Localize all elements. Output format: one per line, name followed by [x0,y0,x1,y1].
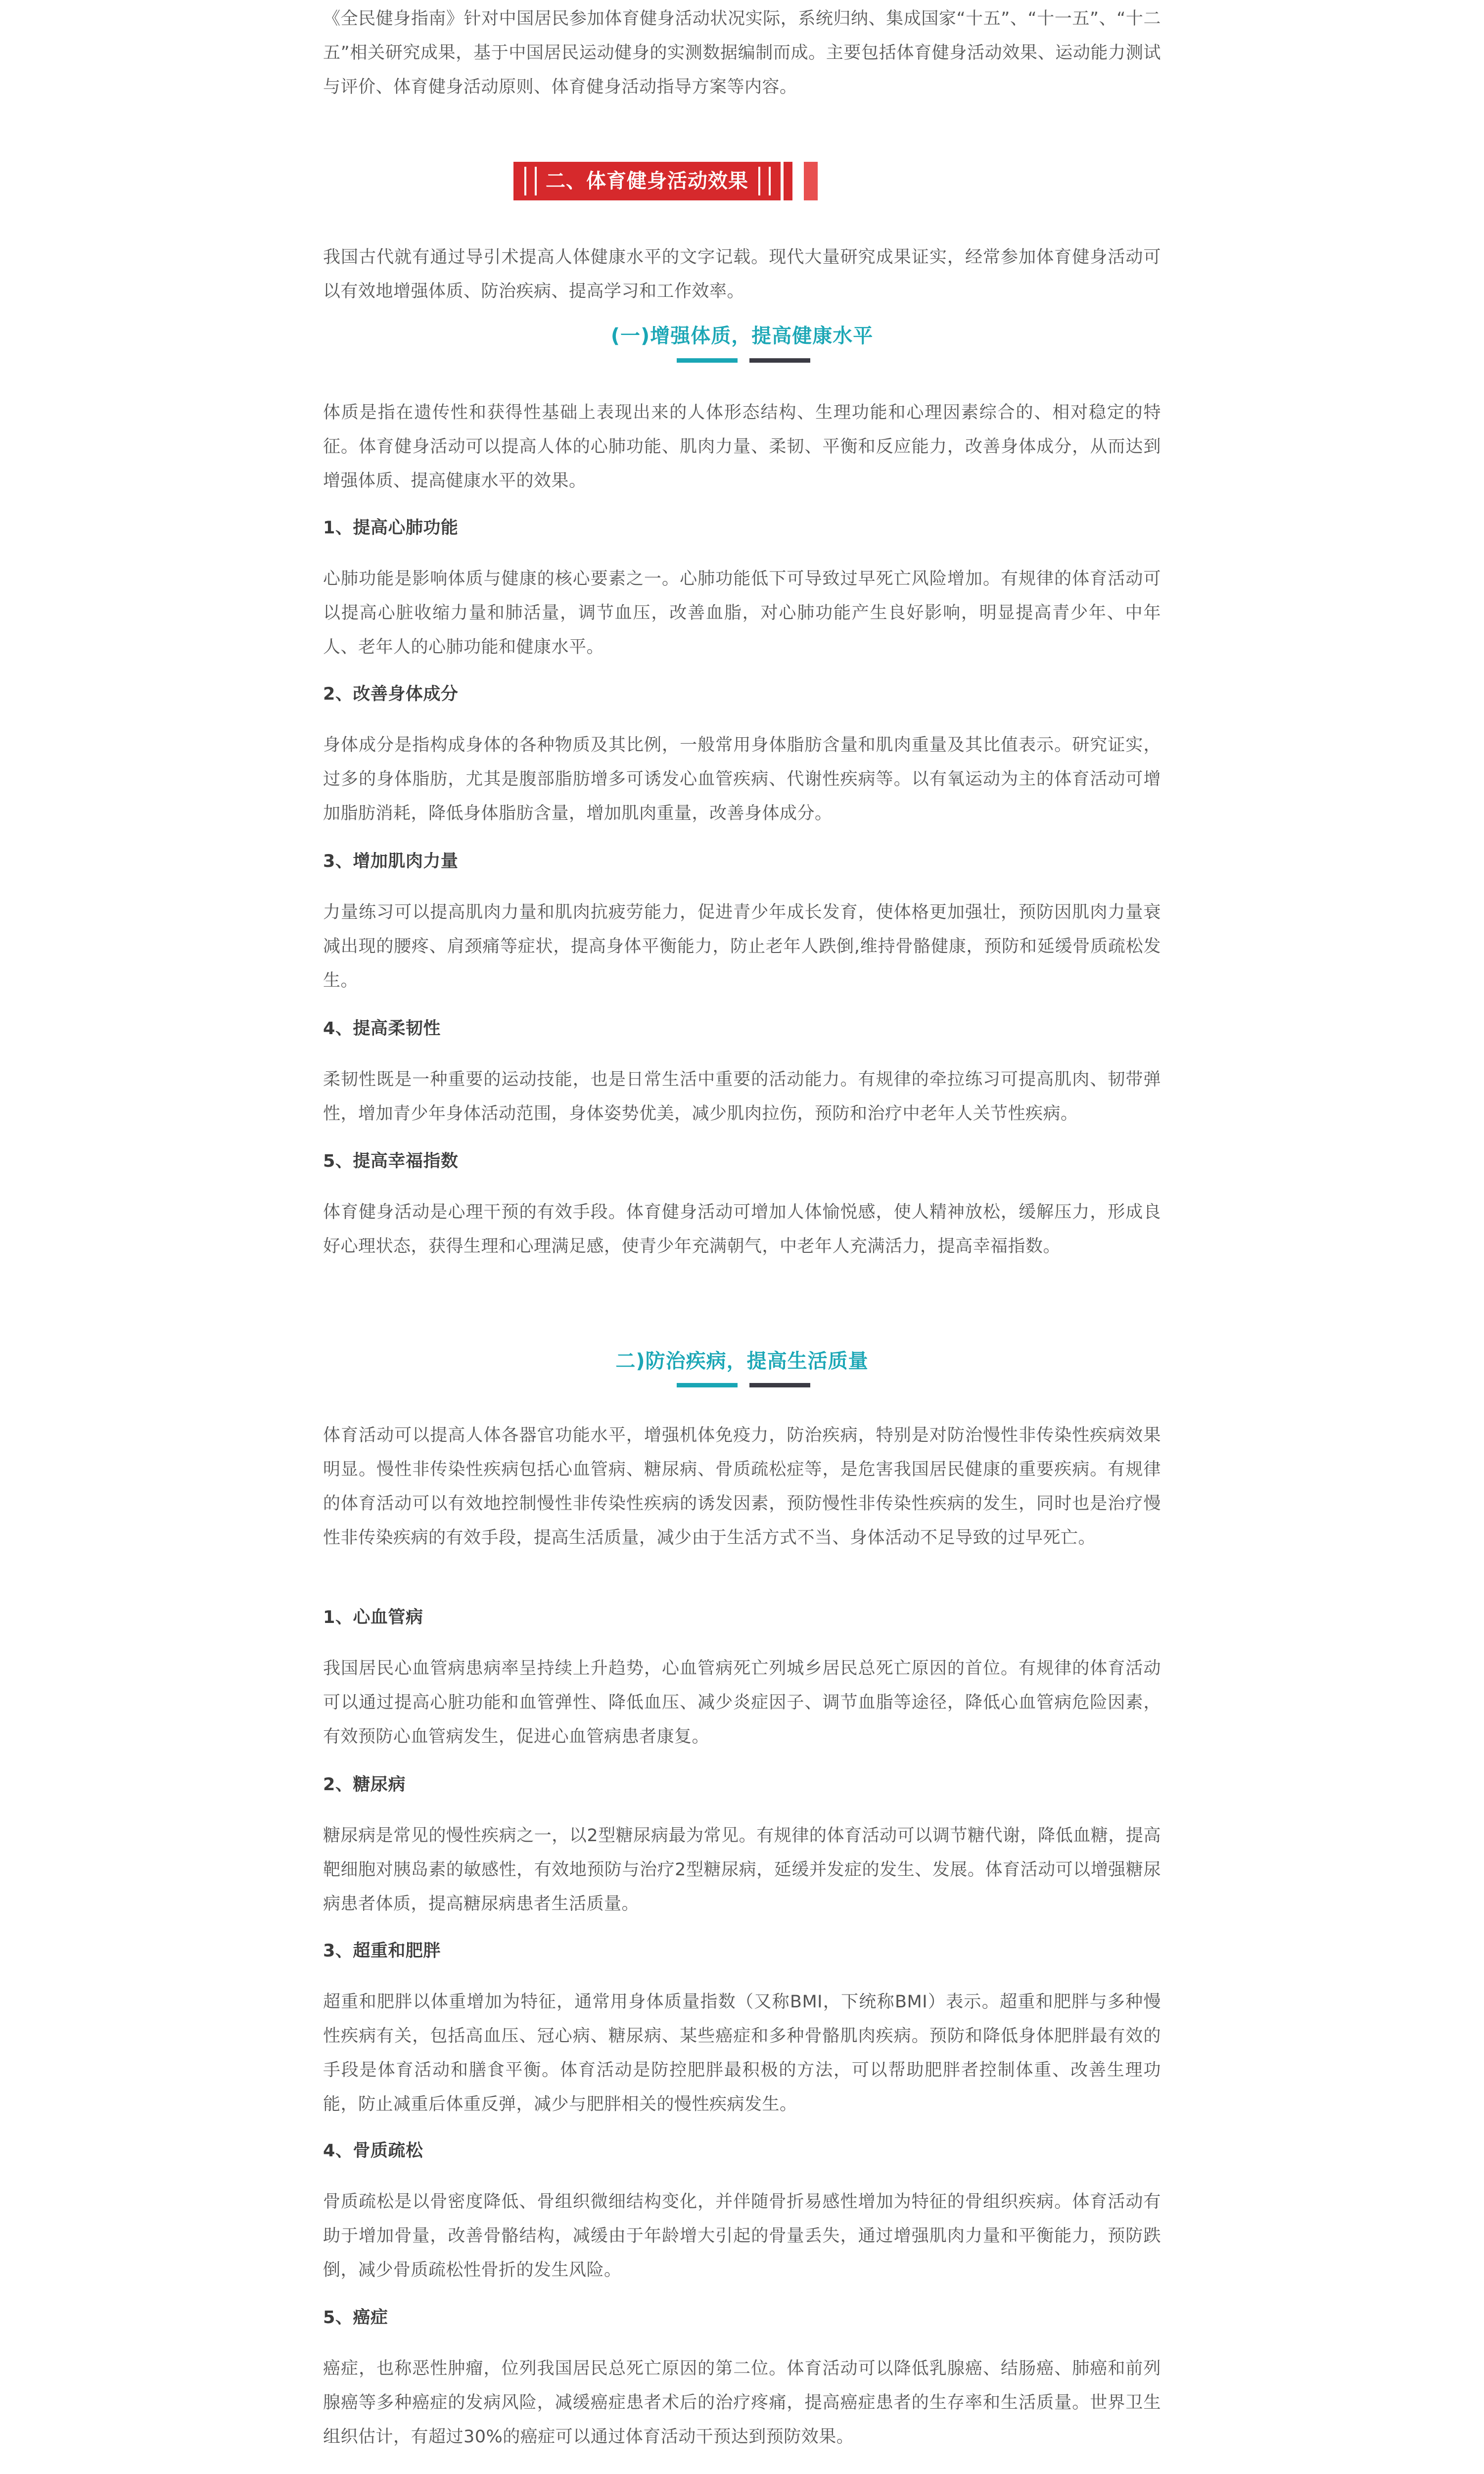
item-body: 糖尿病是常见的慢性疾病之一，以2型糖尿病最为常见。有规律的体育活动可以调节糖代谢，降低血糖，提高靶细胞对胰岛素的敏感性，有效地预防与治疗2型糖尿病，延缓并发症的发生、发展。体育活动可以增强糖尿病患者体质，提高糖尿病患者生活质量。 [323,1826,1161,1914]
banner-title: 二、体育健身活动效果 [546,170,748,192]
banner-stripe [804,162,818,200]
item-body: 身体成分是指构成身体的各种物质及其比例，一般常用身体脂肪含量和肌肉重量及其比值表示。研究证实，过多的身体脂肪，尤其是腹部脂肪增多可诱发心血管疾病、代谢性疾病等。以有氧运动为主的体育活动可增加脂肪消耗，降低身体脂肪含量，增加肌肉重量，改善身体成分。 [323,735,1161,823]
item-body: 柔韧性既是一种重要的运动技能，也是日常生活中重要的活动能力。有规律的牵拉练习可提高肌肉、韧带弹性，增加青少年身体活动范围，身体姿势优美，减少肌肉拉伤，预防和治疗中老年人关节性疾病。 [323,1070,1161,1124]
item-body: 癌症，也称恶性肿瘤，位列我国居民总死亡原因的第二位。体育活动可以降低乳腺癌、结肠癌、肺癌和前列腺癌等多种癌症的发病风险，减缓癌症患者术后的治疗疼痛，提高癌症患者的生存率和生活质量。世界卫生组织估计，有超过30%的癌症可以通过体育活动干预达到预防效果。 [323,2359,1161,2447]
item-body: 力量练习可以提高肌肉力量和肌肉抗疲劳能力，促进青少年成长发育，使体格更加强壮，预防因肌肉力量衰减出现的腰疼、肩颈痛等症状，提高身体平衡能力，防止老年人跌倒,维持骨骼健康，预防和延缓骨质疏松发生。 [323,903,1161,991]
item-body: 我国居民心血管病患病率呈持续上升趋势，心血管病死亡列城乡居民总死亡原因的首位。有规律的体育活动可以通过提高心脏功能和血管弹性、降低血压、减少炎症因子、调节血脂等途径，降低心血管病危险因素，有效预防心血管病发生，促进心血管病患者康复。 [323,1659,1161,1747]
subsection-intro: 体质是指在遗传性和获得性基础上表现出来的人体形态结构、生理功能和心理因素综合的、相对稳定的特征。体育健身活动可以提高人体的心肺功能、肌肉力量、柔韧、平衡和反应能力，改善身体成分，从而达到增强体质、提高健康水平的效果。 [323,403,1161,491]
banner-stripe [784,162,792,200]
underline-dark [749,1383,810,1387]
item-heading: 1、心血管病 [323,1608,423,1627]
subsection-intro: 体育活动可以提高人体各器官功能水平，增强机体免疫力，防治疾病，特别是对防治慢性非传染性疾病效果明显。慢性非传染性疾病包括心血管病、糖尿病、骨质疏松症等，是危害我国居民健康的重要疾病。有规律的体育活动可以有效地控制慢性非传染性疾病的诱发因素，预防慢性非传染性疾病的发生，同时也是治疗慢性非传染疾病的有效手段，提高生活质量，减少由于生活方式不当、身体活动不足导致的过早死亡。 [323,1426,1161,1548]
item-heading: 1、提高心肺功能 [323,518,459,538]
underline-dark [749,358,810,363]
subsection-title: 二)防治疾病，提高生活质量 [615,1350,869,1373]
item-heading: 3、超重和肥胖 [323,1941,441,1961]
title-underline [323,1383,1161,1388]
item-heading: 5、癌症 [323,2308,388,2328]
section-intro: 我国古代就有通过导引术提高人体健康水平的文字记载。现代大量研究成果证实，经常参加体育健身活动可以有效地增强体质、防治疾病、提高学习和工作效率。 [323,247,1161,301]
underline-teal [677,358,738,363]
item-heading: 4、骨质疏松 [323,2141,423,2161]
item-body: 骨质疏松是以骨密度降低、骨组织微细结构变化，并伴随骨折易感性增加为特征的骨组织疾病。体育活动有助于增加骨量，改善骨骼结构，减缓由于年龄增大引起的骨量丢失，通过增强肌肉力量和平衡能力，预防跌倒，减少骨质疏松性骨折的发生风险。 [323,2192,1161,2280]
title-underline [323,358,1161,363]
item-heading: 5、提高幸福指数 [323,1151,459,1171]
subsection-title: (一)增强体质，提高健康水平 [610,325,874,347]
item-heading: 4、提高柔韧性 [323,1019,441,1039]
item-body: 超重和肥胖以体重增加为特征，通常用身体质量指数（又称BMI，下统称BMI）表示。超重和肥胖与多种慢性疾病有关，包括高血压、冠心病、糖尿病、某些癌症和多种骨骼肌肉疾病。预防和降低身体肥胖最有效的手段是体育活动和膳食平衡。体育活动是防控肥胖最积极的方法，可以帮助肥胖者控制体重、改善生理功能，防止减重后体重反弹，减少与肥胖相关的慢性疾病发生。 [323,1992,1161,2114]
item-heading: 2、糖尿病 [323,1775,406,1795]
item-heading [323,2472,1161,2474]
underline-teal [677,1383,738,1387]
item-heading: 3、增加肌肉力量 [323,852,459,871]
section-banner [513,162,830,200]
item-body: 体育健身活动是心理干预的有效手段。体育健身活动可增加人体愉悦感，使人精神放松，缓解压力，形成良好心理状态，获得生理和心理满足感，使青少年充满朝气，中老年人充满活力，提高幸福指数。 [323,1202,1161,1256]
item-body: 心肺功能是影响体质与健康的核心要素之一。心肺功能低下可导致过早死亡风险增加。有规律的体育活动可以提高心脏收缩力量和肺活量，调节血压，改善血脂，对心肺功能产生良好影响，明显提高青少年、中年人、老年人的心肺功能和健康水平。 [323,569,1161,657]
intro-paragraph: 《全民健身指南》针对中国居民参加体育健身活动状况实际，系统归纳、集成国家“十五”、“十一五”、“十二五”相关研究成果，基于中国居民运动健身的实测数据编制而成。主要包括体育健身活动效果、运动能力测试与评价、体育健身活动原则、体育健身活动指导方案等内容。 [323,9,1161,97]
item-heading: 2、改善身体成分 [323,684,459,704]
